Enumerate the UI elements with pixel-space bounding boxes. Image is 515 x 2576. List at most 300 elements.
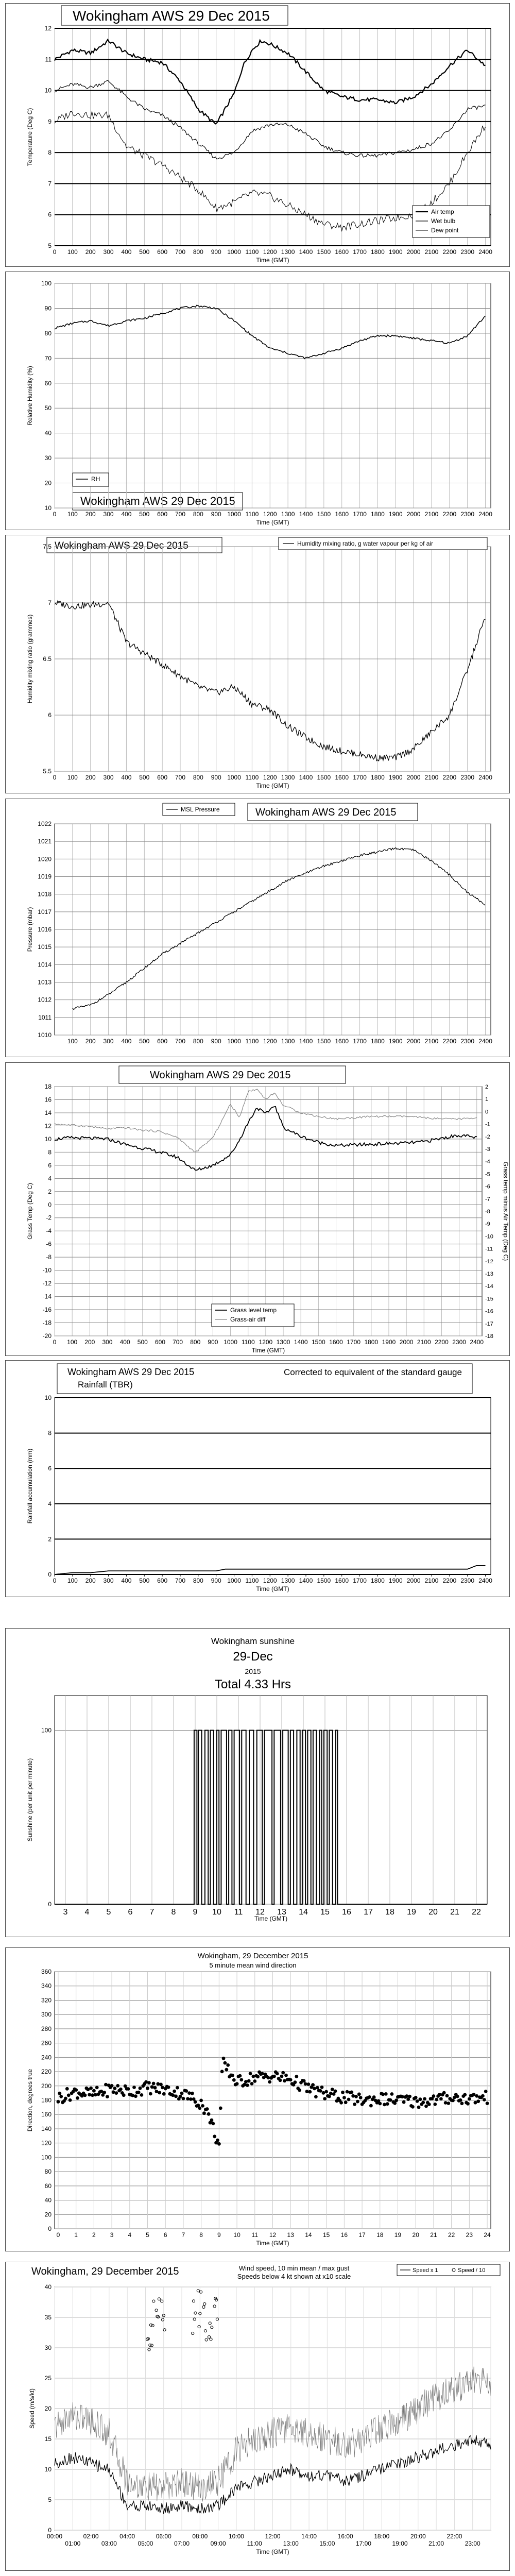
direction-point — [432, 2094, 436, 2098]
direction-point — [386, 2102, 389, 2106]
x-tick-label: 700 — [173, 1338, 183, 1346]
chart-title: Wokingham AWS 29 Dec 2015 — [73, 8, 270, 24]
y-tick-label: 30 — [44, 2344, 52, 2351]
x-tick-label: 700 — [175, 511, 186, 518]
x-tick-label: 1200 — [263, 248, 277, 256]
y-tick-label: 80 — [44, 329, 52, 337]
direction-point — [158, 2091, 161, 2094]
direction-point — [383, 2103, 386, 2107]
x-tick-label: 1900 — [382, 1338, 396, 1346]
direction-point — [116, 2084, 119, 2088]
x-tick-label: 1800 — [371, 774, 385, 781]
mixing-ratio-panel — [5, 535, 510, 793]
x-tick-label: 4 — [128, 2231, 132, 2239]
direction-point — [119, 2088, 123, 2091]
x-tick-label: 4 — [84, 1908, 90, 1917]
x-tick-label: 2400 — [478, 248, 492, 256]
y-tick-label: 1016 — [38, 926, 52, 933]
x-tick-label: 1700 — [347, 1338, 361, 1346]
x-tick-label: 2200 — [442, 511, 457, 518]
direction-point — [220, 2070, 224, 2073]
y-tick-label: 15 — [44, 2435, 52, 2443]
direction-point — [459, 2098, 462, 2102]
x-tick-label: 06:00 — [156, 2533, 171, 2540]
direction-point — [68, 2098, 72, 2102]
x-tick-label: 1700 — [353, 774, 367, 781]
direction-point — [307, 2082, 311, 2086]
direction-point — [224, 2061, 227, 2065]
x-tick-label: 700 — [175, 248, 186, 256]
direction-point — [359, 2096, 363, 2099]
y-tick-label: 35 — [44, 2314, 52, 2321]
y-tick-label: 260 — [41, 2039, 52, 2047]
x-tick-label: 700 — [175, 1577, 186, 1584]
x-tick-label: 14 — [305, 2231, 312, 2239]
x-tick-label: 300 — [102, 1338, 113, 1346]
y-tick-label: -16 — [42, 1306, 52, 1314]
direction-point — [252, 2075, 255, 2078]
x10-speed-point — [197, 2290, 199, 2292]
y-axis-label: Speed (m/s/kt) — [28, 2388, 36, 2429]
x-tick-label: 0 — [53, 1338, 57, 1346]
direction-point — [146, 2087, 149, 2090]
legend-box — [73, 473, 109, 486]
x-tick-label: 1600 — [335, 774, 349, 781]
direction-point — [324, 2090, 328, 2094]
direction-point — [198, 2107, 201, 2110]
direction-point — [295, 2075, 298, 2078]
x-tick-label: 900 — [211, 774, 221, 781]
direction-point — [216, 2139, 219, 2142]
x-tick-label: 300 — [103, 1038, 114, 1045]
y-right-tick-label: 2 — [485, 1084, 489, 1090]
y-right-tick-label: -16 — [485, 1308, 493, 1315]
y-right-tick-label: -17 — [485, 1320, 493, 1327]
x-tick-label: 1600 — [329, 1338, 343, 1346]
y-tick-label: 0 — [48, 2225, 52, 2232]
x-tick-label: 1800 — [371, 1577, 385, 1584]
y-right-tick-label: -11 — [485, 1246, 493, 1252]
legend-label: Speed x 1 — [413, 2267, 438, 2274]
x-tick-label: 5 — [146, 2231, 149, 2239]
x-tick-label: 21:00 — [428, 2540, 444, 2547]
direction-point — [152, 2082, 156, 2086]
y-tick-label: 2 — [48, 1188, 52, 1195]
x-tick-label: 1 — [74, 2231, 78, 2239]
x-tick-label: 1500 — [311, 1338, 325, 1346]
x-tick-label: 8 — [199, 2231, 203, 2239]
x-tick-label: 700 — [175, 774, 186, 781]
direction-point — [201, 2104, 204, 2108]
x-tick-label: 12:00 — [265, 2533, 281, 2540]
wind-speed-chart — [6, 2262, 509, 2570]
direction-point — [202, 2111, 206, 2115]
chart-title: Wokingham, 29 December 2015 — [197, 1952, 308, 1960]
direction-point — [414, 2096, 418, 2099]
y-tick-label: 140 — [41, 2125, 52, 2132]
x-tick-label: 12 — [255, 1908, 265, 1917]
x10-speed-point — [210, 2338, 212, 2341]
x-tick-label: 2000 — [406, 1038, 421, 1045]
x-tick-label: 0 — [53, 511, 57, 518]
x-axis-label: Time (GMT) — [256, 782, 289, 789]
year-label: 2015 — [245, 1667, 261, 1675]
mixing-ratio-chart — [6, 535, 509, 793]
x-tick-label: 600 — [157, 248, 168, 256]
x-tick-label: 1100 — [245, 1577, 259, 1584]
direction-point — [341, 2091, 345, 2094]
x-tick-label: 03:00 — [101, 2540, 117, 2547]
y-right-tick-label: -1 — [485, 1121, 490, 1128]
y-tick-label: 20 — [44, 2211, 52, 2218]
x-tick-label: 400 — [121, 1577, 132, 1584]
x-tick-label: 600 — [157, 774, 168, 781]
x-tick-label: 500 — [137, 1338, 148, 1346]
direction-point — [89, 2087, 93, 2090]
direction-point — [481, 2094, 485, 2098]
direction-point — [226, 2063, 230, 2067]
x-tick-label: 22 — [472, 1908, 481, 1917]
pressure-panel — [5, 799, 510, 1057]
direction-point — [231, 2074, 234, 2077]
y-tick-label: 2 — [48, 1535, 52, 1543]
x-tick-label: 200 — [85, 511, 96, 518]
direction-point — [313, 2087, 316, 2090]
x-tick-label: 16:00 — [337, 2533, 353, 2540]
direction-point — [279, 2079, 282, 2082]
y-tick-label: 40 — [44, 2196, 52, 2204]
y-tick-label: 10 — [44, 87, 52, 94]
x-tick-label: 100 — [67, 1577, 78, 1584]
direction-point — [167, 2086, 170, 2089]
y-tick-label: 8 — [48, 1429, 52, 1437]
x-tick-label: 1900 — [388, 1038, 403, 1045]
y-right-tick-label: -18 — [485, 1333, 493, 1340]
x-tick-label: 1600 — [335, 1577, 349, 1584]
direction-point — [314, 2095, 318, 2098]
x-tick-label: 200 — [85, 1577, 96, 1584]
y-tick-label: 30 — [44, 454, 52, 462]
x-tick-label: 600 — [154, 1338, 165, 1346]
y-tick-label: 100 — [41, 1726, 52, 1734]
direction-point — [210, 2119, 214, 2122]
x-tick-label: 500 — [139, 1577, 150, 1584]
x10-speed-point — [192, 2332, 194, 2334]
chart-subtitle: Rainfall (TBR) — [78, 1380, 133, 1389]
direction-point — [249, 2072, 252, 2075]
x-tick-label: 11:00 — [247, 2540, 262, 2547]
direction-point — [238, 2074, 242, 2078]
x-tick-label: 2300 — [452, 1338, 466, 1346]
direction-point — [179, 2095, 182, 2098]
x-tick-label: 1200 — [263, 1577, 277, 1584]
y-tick-label: 1013 — [38, 978, 52, 986]
x-tick-label: 1300 — [281, 774, 295, 781]
y-axis-label: Pressure (mbar) — [26, 907, 33, 952]
y-tick-label: 7 — [48, 180, 52, 188]
direction-point — [389, 2098, 392, 2102]
direction-point — [194, 2100, 197, 2104]
legend-label: MSL Pressure — [181, 806, 220, 813]
humidity-chart — [6, 272, 509, 530]
direction-point — [417, 2106, 421, 2109]
x-axis-label: Time (GMT) — [256, 257, 289, 264]
x-tick-label: 600 — [157, 1577, 168, 1584]
direction-point — [86, 2088, 90, 2091]
x-tick-label: 15 — [320, 1908, 330, 1917]
y-right-tick-label: -5 — [485, 1171, 490, 1178]
chart-title: Wokingham AWS 29 Dec 2015 — [67, 1367, 195, 1377]
y-axis-label: Sunshine (per unit per minute) — [26, 1758, 33, 1842]
x-tick-label: 24 — [484, 2231, 491, 2239]
y-tick-label: 1010 — [38, 1031, 52, 1039]
x-tick-label: 400 — [121, 248, 132, 256]
y-tick-label: 20 — [44, 479, 52, 487]
direction-point — [435, 2098, 438, 2102]
direction-point — [155, 2090, 159, 2093]
x-axis-label: Time (GMT) — [256, 2240, 289, 2247]
correction-note: Corrected to equivalent of the standard gauge — [284, 1367, 462, 1377]
direction-point — [350, 2091, 353, 2094]
x-tick-label: 1800 — [371, 511, 385, 518]
x-tick-label: 13:00 — [283, 2540, 299, 2547]
x-tick-label: 8 — [171, 1908, 176, 1917]
wind-direction-panel — [5, 1947, 510, 2251]
plot-area — [55, 283, 491, 508]
x-tick-label: 1400 — [294, 1338, 308, 1346]
direction-point — [304, 2082, 307, 2086]
x10-speed-point — [150, 2344, 153, 2347]
direction-point — [444, 2101, 448, 2105]
x-tick-label: 0 — [56, 2231, 60, 2239]
y-tick-label: 40 — [44, 429, 52, 437]
y-tick-label: 1019 — [38, 873, 52, 880]
x-tick-label: 2000 — [406, 511, 421, 518]
x-tick-label: 1900 — [388, 511, 403, 518]
x-tick-label: 18:00 — [374, 2533, 390, 2540]
y-right-tick-label: 0 — [485, 1109, 489, 1115]
x-tick-label: 2200 — [442, 1577, 457, 1584]
direction-point — [384, 2092, 388, 2096]
y-tick-label: 7 — [48, 599, 52, 606]
x-tick-label: 11 — [251, 2231, 259, 2239]
sunshine-chart — [6, 1629, 509, 1937]
direction-point — [113, 2087, 117, 2090]
direction-point — [356, 2100, 359, 2104]
y-tick-label: 6 — [48, 711, 52, 719]
y-tick-label: 18 — [44, 1083, 52, 1090]
x-tick-label: 1400 — [299, 511, 313, 518]
x10-speed-point — [203, 2302, 206, 2305]
x-tick-label: 00:00 — [46, 2533, 63, 2540]
direction-point — [439, 2097, 443, 2101]
y-tick-label: 320 — [41, 1996, 52, 2004]
x-tick-label: 10:00 — [228, 2533, 244, 2540]
direction-point — [298, 2089, 301, 2092]
x-tick-label: 20 — [412, 2231, 419, 2239]
direction-point — [475, 2094, 478, 2098]
direction-point — [156, 2082, 160, 2086]
x10-speed-point — [211, 2326, 213, 2329]
direction-point — [472, 2093, 476, 2096]
x10-speed-point — [208, 2335, 210, 2338]
x10-speed-point — [192, 2300, 195, 2302]
x-tick-label: 02:00 — [83, 2533, 99, 2540]
x-tick-label: 7 — [149, 1908, 154, 1917]
direction-point — [405, 2094, 408, 2098]
direction-point — [92, 2089, 96, 2093]
x-tick-label: 1400 — [299, 248, 313, 256]
direction-point — [176, 2086, 179, 2090]
x-tick-label: 800 — [193, 1038, 203, 1045]
direction-point — [91, 2093, 94, 2097]
direction-point — [401, 2095, 404, 2098]
y-tick-label: 300 — [41, 2011, 52, 2019]
x-tick-label: 1300 — [281, 511, 295, 518]
y-right-tick-label: 1 — [485, 1096, 489, 1103]
y-tick-label: 4 — [48, 1500, 52, 1507]
x-tick-label: 2400 — [470, 1338, 484, 1346]
x-tick-label: 1000 — [227, 248, 241, 256]
direction-point — [483, 2098, 486, 2102]
x-tick-label: 1800 — [371, 248, 385, 256]
x-tick-label: 1400 — [299, 1577, 313, 1584]
y-tick-label: 0 — [48, 2527, 52, 2534]
temperature-chart — [6, 4, 509, 266]
y-right-tick-label: -3 — [485, 1146, 490, 1153]
direction-point — [460, 2102, 464, 2105]
direction-point — [112, 2090, 115, 2094]
x-tick-label: 1700 — [353, 1038, 367, 1045]
series-line-rainfall — [55, 1566, 486, 1574]
x-tick-label: 1000 — [227, 1038, 241, 1045]
direction-point — [442, 2091, 446, 2095]
direction-point — [187, 2091, 191, 2095]
x-tick-label: 2100 — [424, 511, 439, 518]
x-tick-label: 1500 — [317, 774, 331, 781]
direction-point — [88, 2093, 91, 2096]
x-tick-label: 800 — [193, 248, 203, 256]
x-tick-label: 900 — [208, 1338, 218, 1346]
pressure-chart — [6, 799, 509, 1057]
direction-point — [189, 2097, 193, 2101]
x-tick-label: 2100 — [424, 248, 439, 256]
y-tick-label: 20 — [44, 2405, 52, 2412]
sunshine-panel — [5, 1628, 510, 1937]
y-right-tick-label: -2 — [485, 1133, 490, 1140]
x-tick-label: 1000 — [227, 1577, 241, 1584]
x-tick-label: 800 — [193, 774, 203, 781]
x-tick-label: 800 — [193, 1577, 203, 1584]
wind-speed-panel — [5, 2262, 510, 2571]
x-tick-label: 2300 — [460, 248, 475, 256]
x-tick-label: 15:00 — [319, 2540, 335, 2547]
x-tick-label: 0 — [53, 1577, 57, 1584]
x-tick-label: 200 — [84, 1338, 95, 1346]
x-tick-label: 23:00 — [465, 2540, 480, 2547]
y-tick-label: -4 — [46, 1227, 52, 1235]
x-tick-label: 08:00 — [192, 2533, 208, 2540]
x-tick-label: 300 — [103, 511, 114, 518]
y-tick-label: 4 — [48, 1175, 52, 1182]
direction-point — [150, 2085, 154, 2089]
direction-point — [378, 2102, 382, 2106]
chart-subtitle: Wind speed, 10 min mean / max gust — [238, 2264, 350, 2272]
x-tick-label: 19 — [407, 1908, 416, 1917]
x-tick-label: 0 — [53, 248, 57, 256]
direction-point — [342, 2096, 346, 2099]
direction-point — [132, 2086, 136, 2089]
direction-point — [416, 2099, 419, 2103]
direction-point — [244, 2080, 248, 2083]
y-tick-label: 120 — [41, 2139, 52, 2147]
x-tick-label: 2 — [92, 2231, 96, 2239]
sunshine-total: Total 4.33 Hrs — [214, 1677, 291, 1691]
direction-point — [328, 2095, 331, 2098]
chart-title: Wokingham AWS 29 Dec 2015 — [80, 495, 235, 507]
y-tick-label: 6 — [48, 1161, 52, 1169]
x-tick-label: 1300 — [281, 248, 295, 256]
x-tick-label: 1600 — [335, 511, 349, 518]
x-tick-label: 1600 — [335, 1038, 349, 1045]
x10-speed-point — [161, 2300, 163, 2302]
y-tick-label: 8 — [48, 149, 52, 157]
wind-direction-chart — [6, 1948, 509, 2251]
x-tick-label: 2200 — [435, 1338, 449, 1346]
direction-point — [67, 2094, 71, 2097]
direction-point — [268, 2080, 271, 2084]
x-tick-label: 300 — [103, 774, 114, 781]
legend-label: Wet bulb — [431, 217, 456, 225]
direction-point — [57, 2100, 60, 2104]
x-tick-label: 12 — [269, 2231, 277, 2239]
direction-point — [351, 2094, 355, 2098]
y-right-axis-label: Grass temp minus Air Temp (Deg C) — [502, 1161, 509, 1261]
y-tick-label: 90 — [44, 304, 52, 312]
direction-point — [134, 2094, 138, 2098]
x10-speed-point — [194, 2312, 197, 2314]
y-tick-label: 6 — [48, 1465, 52, 1472]
x-tick-label: 2200 — [442, 1038, 457, 1045]
x-tick-label: 100 — [67, 1038, 78, 1045]
x-tick-label: 2400 — [478, 1577, 492, 1584]
x-tick-label: 1500 — [317, 1577, 331, 1584]
y-tick-label: 1020 — [38, 855, 52, 863]
direction-point — [235, 2082, 239, 2086]
plot-area — [55, 1398, 491, 1574]
x-tick-label: 6 — [163, 2231, 167, 2239]
x-tick-label: 100 — [67, 774, 78, 781]
x-tick-label: 300 — [103, 248, 114, 256]
x10-speed-point — [209, 2322, 211, 2325]
x-tick-label: 500 — [139, 1038, 150, 1045]
chart-title: Wokingham AWS 29 Dec 2015 — [55, 540, 188, 551]
y-tick-label: 70 — [44, 354, 52, 362]
direction-point — [456, 2095, 459, 2098]
direction-point — [171, 2093, 175, 2097]
x-tick-label: 1000 — [227, 774, 241, 781]
y-axis-label: Humidity mixing ratio (grammes) — [26, 614, 33, 704]
direction-point — [284, 2074, 288, 2077]
x-tick-label: 1300 — [281, 1577, 295, 1584]
y-tick-label: 1018 — [38, 890, 52, 898]
legend-label: RH — [91, 476, 100, 483]
y-tick-label: 180 — [41, 2096, 52, 2104]
y-right-tick-label: -14 — [485, 1283, 493, 1290]
y-tick-label: 7.5 — [43, 543, 52, 550]
direction-point — [331, 2088, 334, 2091]
direction-point — [261, 2072, 264, 2076]
